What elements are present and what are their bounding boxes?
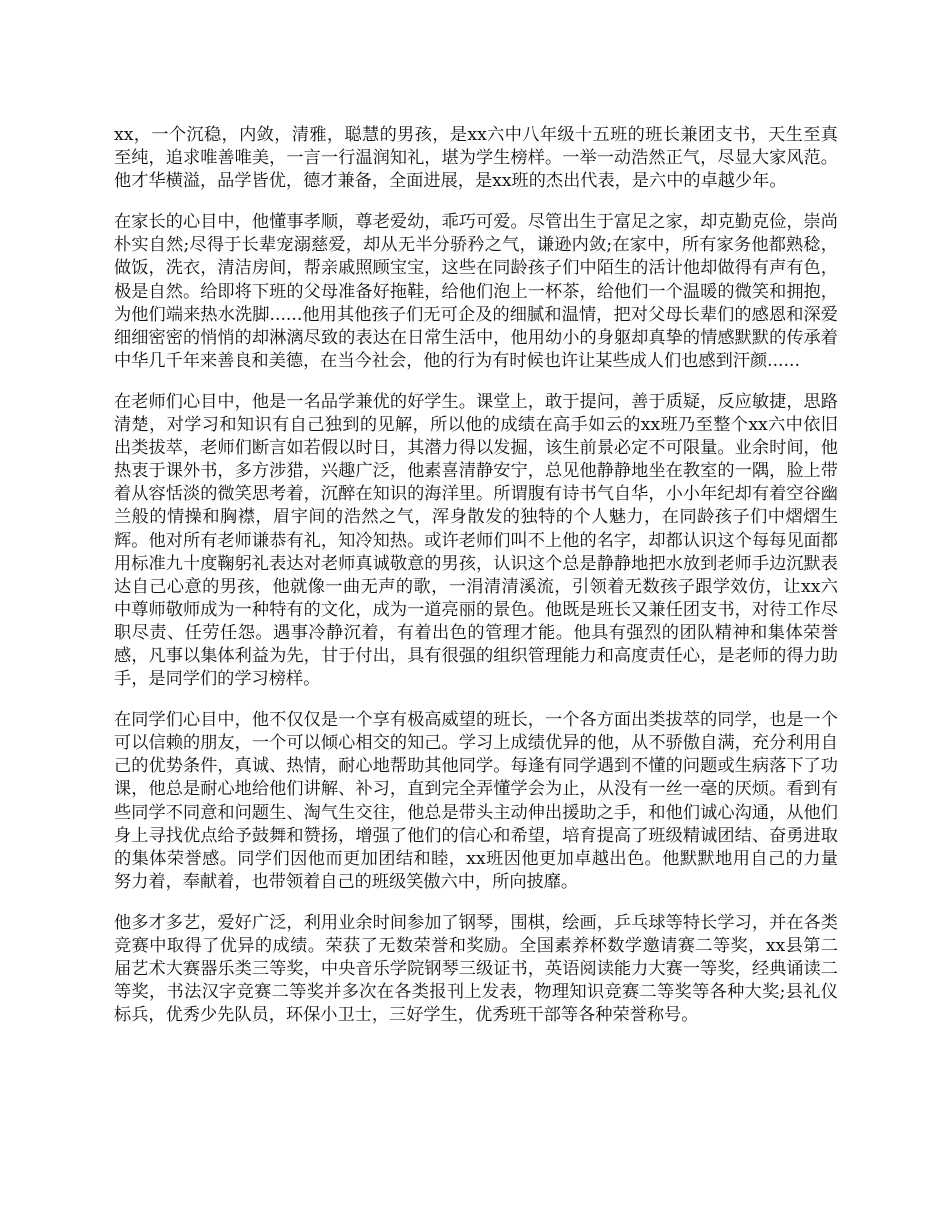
paragraph-intro: xx，一个沉稳，内敛，清雅，聪慧的男孩，是xx六中八年级十五班的班长兼团支书，天生至真至纯，追求唯善唯美，一言一行温润知礼，堪为学生榜样。一举一动浩然正气，尽显大家风范。他才华横溢，品学皆优，德才兼备，全面进展，是xx班的杰出代表，是六中的卓越少年。	[114, 125, 838, 192]
paragraph-classmates-view: 在同学们心目中，他不仅仅是一个享有极高威望的班长，一个各方面出类拔萃的同学，也是一个可以信赖的朋友，一个可以倾心相交的知己。学习上成绩优异的他，从不骄傲自满，充分利用自己的优势条件，真诚、热情，耐心地帮助其他同学。每逢有同学遇到不懂的问题或生病落下了功课，他总是耐心地给他们讲解、补习，直到完全弄懂学会为止，从没有一丝一毫的厌烦。看到有些同学不同意和问题生、淘气生交往，他总是带头主动伸出援助之手，和他们诚心沟通，从他们身上寻找优点给予鼓舞和赞扬，增强了他们的信心和希望，培育提高了班级精诚团结、奋勇进取的集体荣誉感。同学们因他而更加团结和睦，xx班因他更加卓越出色。他默默地用自己的力量努力着，奉献着，也带领着自己的班级笑傲六中，所向披靡。	[114, 710, 838, 892]
document-page	[114, 124, 838, 1045]
paragraph-parents-view: 在家长的心目中，他懂事孝顺，尊老爱幼，乖巧可爱。尽管出生于富足之家，却克勤克俭，崇尚朴实自然;尽得于长辈宠溺慈爱，却从无半分骄矜之气，谦逊内敛;在家中，所有家务他都熟稔，做饭，洗衣，清洁房间，帮亲戚照顾宝宝，这些在同龄孩子们中陌生的活计他却做得有声有色，极是自然。给即将下班的父母准备好拖鞋，给他们泡上一杯茶，给他们一个温暖的微笑和拥抱，为他们端来热水洗脚......他用其他孩子们无可企及的细腻和温情，把对父母长辈们的感恩和深爱细细密密的悄悄的却淋漓尽致的表达在日常生活中，他用幼小的身躯却真挚的情感默默的传承着中华几千年来善良和美德，在当今社会，他的行为有时候也许让某些成人们也感到汗颜......	[114, 212, 838, 371]
paragraph-awards: 他多才多艺，爱好广泛，利用业余时间参加了钢琴，围棋，绘画，乒乓球等特长学习，并在各类竞赛中取得了优异的成绩。荣获了无数荣誉和奖励。全国素养杯数学邀请赛二等奖，xx县第二届艺术大赛器乐类三等奖，中央音乐学院钢琴三级证书，英语阅读能力大赛一等奖，经典诵读二等奖，书法汉字竞赛二等奖并多次在各类报刊上发表，物理知识竞赛二等奖等各种大奖;县礼仪标兵，优秀少先队员，环保小卫士，三好学生，优秀班干部等各种荣誉称号。	[114, 912, 838, 1026]
paragraph-teachers-view: 在老师们心目中，他是一名品学兼优的好学生。课堂上，敢于提问，善于质疑，反应敏捷，思路清楚，对学习和知识有自己独到的见解，所以他的成绩在高手如云的xx班乃至整个xx六中依旧出类拔萃，老师们断言如若假以时日，其潜力得以发掘，该生前景必定不可限量。业余时间，他热衷于课外书，多方涉猎，兴趣广泛，他素喜清静安宁，总见他静静地坐在教室的一隅，脸上带着从容恬淡的微笑思考着，沉醉在知识的海洋里。所谓腹有诗书气自华，小小年纪却有着空谷幽兰般的情操和胸襟，眉宇间的浩然之气，浑身散发的独特的个人魅力，在同龄孩子们中熠熠生辉。他对所有老师谦恭有礼，知冷知热。或许老师们叫不上他的名字，却都认识这个每每见面都用标准九十度鞠躬礼表达对老师真诚敬意的男孩，认识这个总是静静地把水放到老师手边沉默表达自己心意的男孩，他就像一曲无声的歌，一涓清清溪流，引领着无数孩子跟学效仿，让xx六中尊师敬师成为一种特有的文化，成为一道亮丽的景色。他既是班长又兼任团支书，对待工作尽职尽责、任劳任怨。遇事冷静沉着，有着出色的管理才能。他具有强烈的团队精神和集体荣誉感，凡事以集体利益为先，甘于付出，具有很强的组织管理能力和高度责任心，是老师的得力助手，是同学们的学习榜样。	[114, 391, 838, 690]
